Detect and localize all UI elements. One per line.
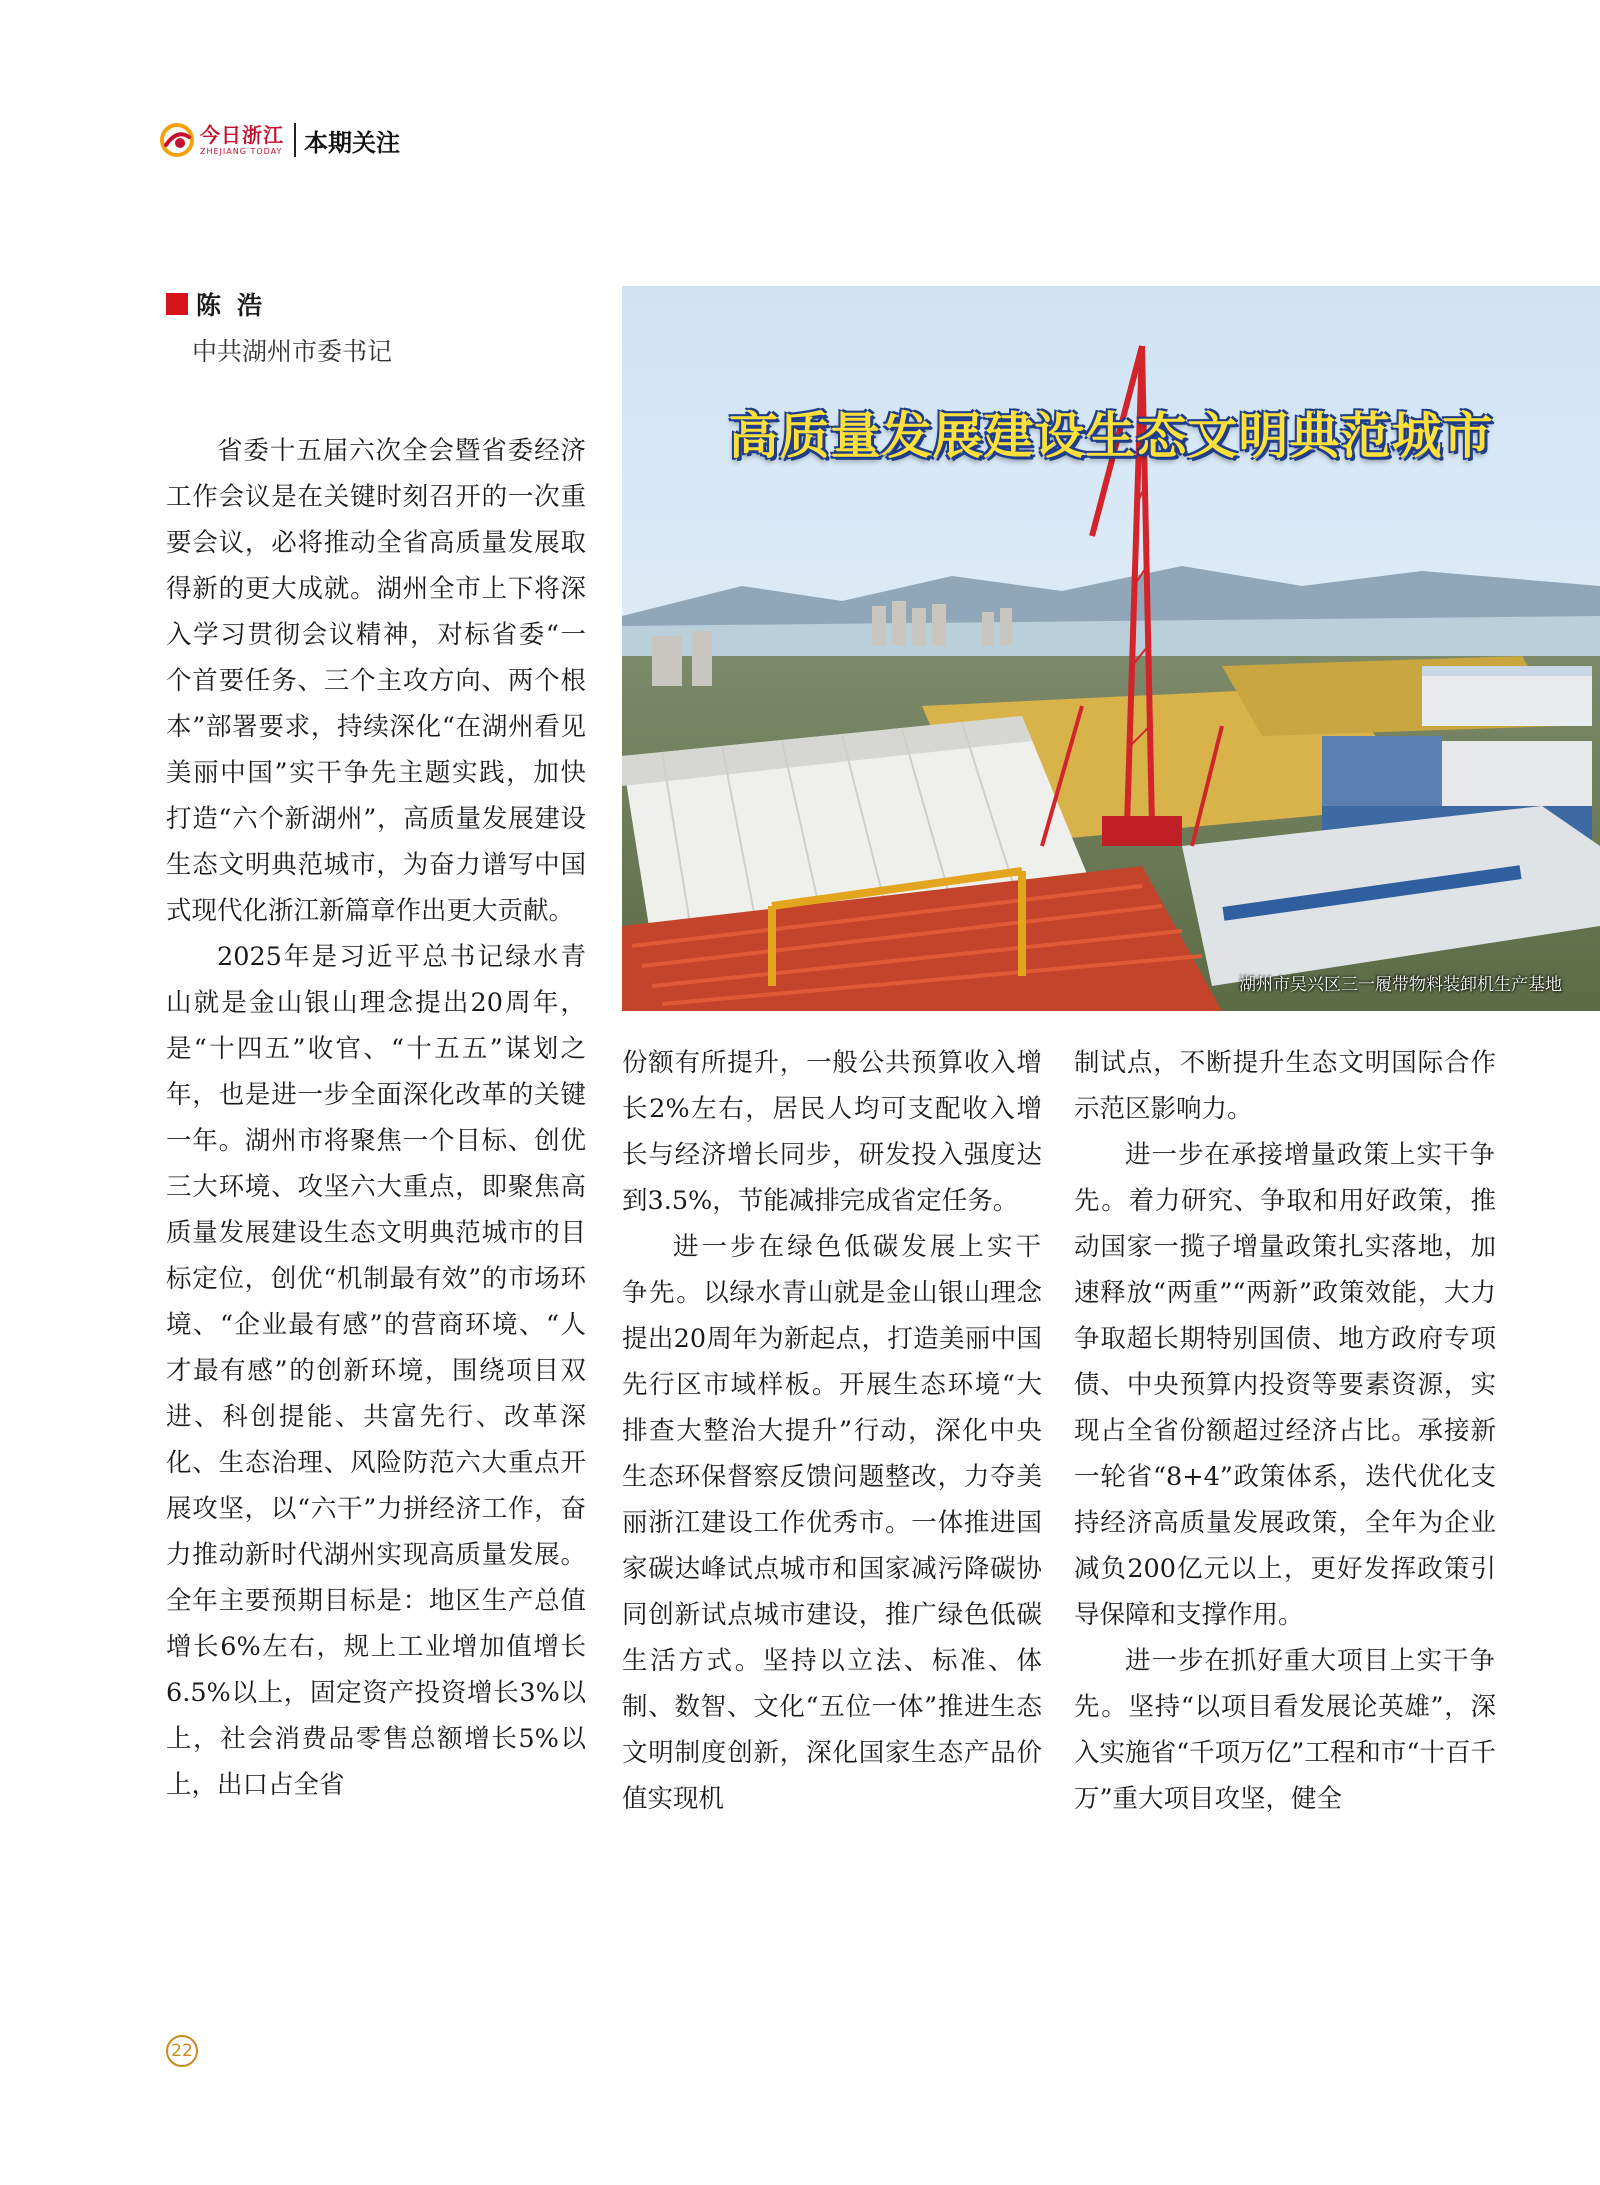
paragraph-body: 以绿水青山就是金山银山理念提出20周年为新起点，打造美丽中国先行区市域样板。开展生态环境“大排查大整治大提升”行动，深化中央生态环保督察反馈问题整改，力夺美丽浙江建设工作优秀市。一体推进国家碳达峰试点城市和国家减污降碳协同创新试点城市建设，推广绿色低碳生活方式。坚持以立法、标准、体制、数智、文化“五位一体”推进生态文明制度创新，深化国家生态产品价值实现机 (622, 1278, 1042, 1814)
paragraph-lead-heading: 进一步在承接增量政策上实干争先。 (1074, 1140, 1497, 1216)
magazine-header (160, 118, 400, 162)
article-paragraph (1074, 1638, 1496, 1822)
article-column-3 (1074, 1040, 1496, 1822)
paragraph-lead-heading: 进一步在绿色低碳发展上实干争先。 (622, 1232, 1042, 1308)
article-paragraph-continued: 份额有所提升，一般公共预算收入增长2%左右，居民人均可支配收入增长与经济增长同步，研发投入强度达到3.5%，节能减排完成省定任务。 (622, 1048, 1042, 1216)
page-number: 22 (166, 2035, 198, 2067)
magazine-logo-text (200, 122, 284, 156)
author-block (166, 286, 278, 322)
author-title: 中共湖州市委书记 (192, 337, 393, 366)
magazine-logo-icon (160, 123, 194, 157)
header-divider (294, 123, 296, 157)
factory-aerial-illustration (622, 286, 1600, 1011)
article-paragraph (1074, 1132, 1496, 1638)
paragraph-lead-heading: 进一步在抓好重大项目上实干争先。 (1074, 1646, 1497, 1722)
article-column-2 (622, 1040, 1042, 1822)
logo-chinese: 今日浙江 (200, 122, 284, 147)
photo-headline: 高质量发展建设生态文明典范城市 (728, 407, 1494, 465)
article-paragraph-continued: 制试点，不断提升生态文明国际合作示范区影响力。 (1074, 1048, 1496, 1124)
article-column-1 (166, 428, 586, 1808)
article-paragraph: 2025年是习近平总书记绿水青山就是金山银山理念提出20周年，是“十四五”收官、“十五五”谋划之年，也是进一步全面深化改革的关键一年。湖州市将聚焦一个目标、创优三大环境、攻坚六大重点，即聚焦高质量发展建设生态文明典范城市的目标定位，创优“机制最有效”的市场环境、“企业最有感”的营商环境、“人才最有感”的创新环境，围绕项目双进、科创提能、共富先行、改革深化、生态治理、风险防范六大重点开展攻坚，以“六干”力拼经济工作，奋力推动新时代湖州实现高质量发展。全年主要预期目标是：地区生产总值增长6%左右，规上工业增加值增长6.5%以上，固定资产投资增长3%以上，社会消费品零售总额增长5%以上，出口占全省 (166, 942, 586, 1800)
paragraph-body: 着力研究、争取和用好政策，推动国家一揽子增量政策扎实落地，加速释放“两重”“两新”政策效能，大力争取超长期特别国债、地方政府专项债、中央预算内投资等要素资源，实现占全省份额超过经济占比。承接新一轮省“8+4”政策体系，迭代优化支持经济高质量发展政策，全年为企业减负200亿元以上，更好发挥政策引导保障和支撑作用。 (1074, 1186, 1496, 1630)
article-paragraph: 省委十五届六次全会暨省委经济工作会议是在关键时刻召开的一次重要会议，必将推动全省高质量发展取得新的更大成就。湖州全市上下将深入学习贯彻会议精神，对标省委“一个首要任务、三个主攻方向、两个根本”部署要求，持续深化“在湖州看见美丽中国”实干争先主题实践，加快打造“六个新湖州”，高质量发展建设生态文明典范城市，为奋力谱写中国式现代化浙江新篇章作出更大贡献。 (166, 436, 586, 926)
feature-photo (622, 286, 1600, 1011)
logo-english: ZHEJIANG TODAY (200, 146, 283, 156)
author-name: 陈浩 (196, 291, 279, 320)
article-paragraph (622, 1224, 1042, 1822)
author-marker (166, 293, 188, 315)
paragraph-body: 坚持“以项目看发展论英雄”，深入实施省“千项万亿”工程和市“十百千万”重大项目攻坚，健全 (1074, 1692, 1496, 1814)
section-title: 本期关注 (304, 128, 400, 157)
photo-caption: 湖州市吴兴区三一履带物料装卸机生产基地 (1239, 975, 1562, 995)
